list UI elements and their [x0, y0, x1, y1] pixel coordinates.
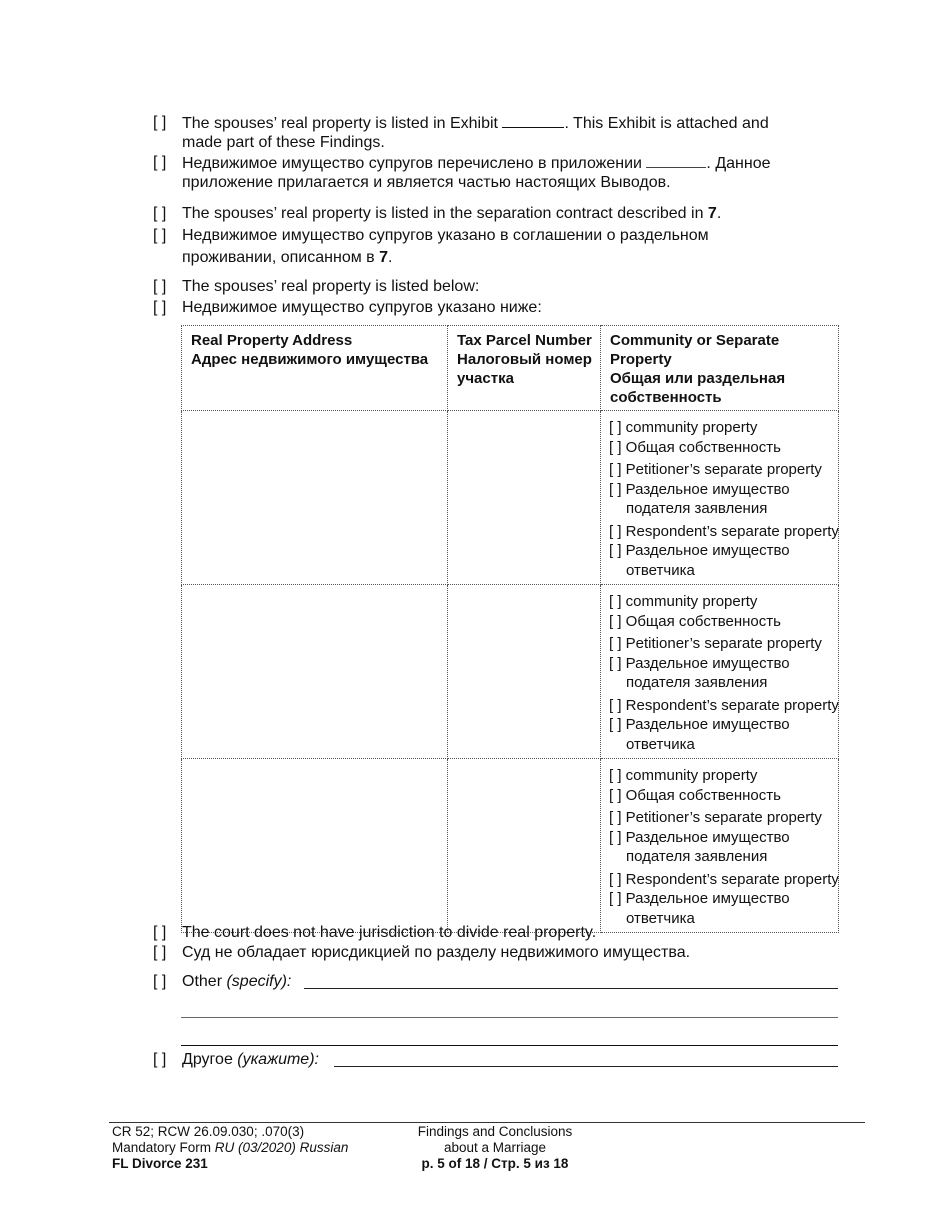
community-option[interactable]: [ ] community property	[609, 419, 758, 436]
footer-title-line1: Findings and Conclusions	[417, 1124, 573, 1139]
respondent-ru-line1: [ ] Раздельное имущество	[609, 716, 790, 733]
exhibit-ru-text: Недвижимое имущество супругов перечислено в приложении	[182, 155, 647, 172]
petitioner-option[interactable]: [ ] Petitioner’s separate property	[609, 809, 822, 826]
other-ru-specify-line[interactable]	[334, 1066, 838, 1067]
separation-ru-end: .	[388, 249, 393, 266]
petitioner-option[interactable]: [ ] Petitioner’s separate property	[609, 635, 822, 652]
respondent-ru-line2: ответчика	[626, 909, 695, 927]
table-row	[182, 411, 839, 585]
header-address-en: Real Property Address	[191, 332, 353, 349]
petitioner-ru-line2: подателя заявления	[626, 674, 768, 691]
community-option[interactable]: [ ] community property	[609, 767, 758, 784]
respondent-option-ru[interactable]	[609, 541, 830, 580]
header-property-type-ru1: Общая или раздельная	[610, 370, 786, 387]
parcel-cell[interactable]	[448, 411, 601, 585]
respondent-ru-line1: [ ] Раздельное имущество	[609, 890, 790, 907]
footer-citation: CR 52; RCW 26.09.030; .070(3)	[112, 1124, 305, 1139]
below-ru-checkbox[interactable]: [ ]	[153, 299, 167, 316]
no-jurisdiction-en-text: The court does not have jurisdiction to divide real property.	[182, 924, 597, 941]
table-header-row	[182, 326, 839, 411]
separation-ru-checkbox[interactable]: [ ]	[153, 227, 167, 244]
exhibit-ru-checkbox[interactable]: [ ]	[153, 154, 167, 171]
no-jurisdiction-checkbox[interactable]: [ ]	[153, 924, 167, 941]
other-checkbox[interactable]: [ ]	[153, 973, 167, 990]
respondent-option[interactable]: [ ] Respondent’s separate property	[609, 522, 839, 540]
petitioner-ru-line2: подателя заявления	[626, 500, 768, 517]
header-address	[182, 326, 448, 411]
no-jurisdiction-ru-checkbox[interactable]: [ ]	[153, 944, 167, 961]
parcel-cell[interactable]	[448, 759, 601, 933]
table-row	[182, 585, 839, 759]
footer-form-type	[112, 1140, 348, 1156]
respondent-ru-line2: ответчика	[626, 735, 695, 753]
petitioner-ru-line2: подателя заявления	[626, 848, 768, 865]
respondent-ru-line1: [ ] Раздельное имущество	[609, 542, 790, 559]
footer-form-number: FL Divorce 231	[112, 1156, 208, 1171]
separation-en-text: The spouses’ real property is listed in the separation contract described in	[182, 205, 708, 222]
community-option-ru[interactable]: [ ] Общая собственность	[609, 786, 781, 804]
other-separator-line	[181, 1045, 838, 1046]
other-continuation-line[interactable]	[181, 1017, 838, 1018]
property-type-cell	[601, 759, 839, 933]
community-option[interactable]: [ ] community property	[609, 593, 758, 610]
exhibit-en-text: The spouses’ real property is listed in Exhibit	[182, 115, 503, 132]
header-parcel-en: Tax Parcel Number	[457, 332, 592, 349]
footer-page-number: p. 5 of 18 / Стр. 5 из 18	[421, 1156, 569, 1171]
address-cell[interactable]	[182, 759, 448, 933]
footer-left	[112, 1124, 348, 1172]
parcel-cell[interactable]	[448, 585, 601, 759]
exhibit-checkbox[interactable]: [ ]	[153, 114, 167, 131]
property-type-cell	[601, 585, 839, 759]
other-ru-label: Другое	[182, 1051, 238, 1068]
respondent-option-ru[interactable]	[609, 715, 830, 754]
footer-title-line2: about a Marriage	[443, 1140, 547, 1155]
property-type-cell	[601, 411, 839, 585]
other-ru-specify: (укажите):	[237, 1051, 319, 1068]
table-row	[182, 759, 839, 933]
header-property-type-ru2: собственность	[610, 389, 722, 406]
other-specify: (specify):	[226, 973, 292, 990]
separation-ru-ref: 7	[379, 249, 389, 266]
separation-en-ref: 7	[707, 205, 717, 222]
exhibit-ru-line2: приложение прилагается и является частью настоящих Выводов.	[182, 174, 671, 191]
header-property-type-en: Community or Separate Property	[610, 332, 780, 368]
respondent-ru-line2: ответчика	[626, 561, 695, 579]
exhibit-ru-text-after: . Данное	[706, 155, 771, 172]
petitioner-option-ru[interactable]	[609, 654, 830, 693]
exhibit-ru-number-blank[interactable]	[646, 153, 706, 168]
petitioner-ru-line1: [ ] Раздельное имущество	[609, 828, 790, 846]
footer-center	[400, 1124, 590, 1172]
community-option-ru[interactable]: [ ] Общая собственность	[609, 612, 781, 630]
real-property-table	[181, 325, 839, 933]
exhibit-en-text-after: . This Exhibit is attached and	[564, 115, 769, 132]
separation-en-end: .	[716, 205, 722, 222]
petitioner-ru-line1: [ ] Раздельное имущество	[609, 654, 790, 672]
footer-rule	[109, 1122, 865, 1123]
other-label: Other	[182, 973, 227, 990]
address-cell[interactable]	[182, 585, 448, 759]
below-ru-text: Недвижимое имущество супругов указано ниже:	[182, 299, 542, 316]
footer-version: RU (03/2020) Russian	[214, 1140, 349, 1155]
other-ru-checkbox[interactable]: [ ]	[153, 1051, 167, 1068]
separation-ru-line1: Недвижимое имущество супругов указано в соглашении о раздельном	[182, 227, 709, 244]
separation-checkbox[interactable]: [ ]	[153, 205, 167, 222]
header-address-ru: Адрес недвижимого имущества	[191, 351, 429, 368]
other-specify-line[interactable]	[304, 988, 838, 989]
header-parcel	[448, 326, 601, 411]
header-parcel-ru1: Налоговый номер	[457, 351, 592, 368]
below-en-text: The spouses’ real property is listed below:	[182, 278, 480, 295]
petitioner-option[interactable]: [ ] Petitioner’s separate property	[609, 461, 822, 478]
respondent-option[interactable]: [ ] Respondent’s separate property	[609, 696, 839, 714]
separation-ru-line2: проживании, описанном в	[182, 249, 380, 266]
petitioner-ru-line1: [ ] Раздельное имущество	[609, 480, 790, 498]
petitioner-option-ru[interactable]	[609, 480, 830, 519]
address-cell[interactable]	[182, 411, 448, 585]
header-parcel-ru2: участка	[457, 370, 514, 387]
community-option-ru[interactable]: [ ] Общая собственность	[609, 438, 781, 456]
header-property-type	[601, 326, 839, 411]
exhibit-number-blank[interactable]	[502, 113, 564, 128]
no-jurisdiction-ru-text: Суд не обладает юрисдикцией по разделу недвижимого имущества.	[182, 944, 691, 961]
footer-mandatory: Mandatory Form	[112, 1140, 215, 1155]
below-checkbox[interactable]: [ ]	[153, 278, 167, 295]
respondent-option[interactable]: [ ] Respondent’s separate property	[609, 870, 839, 888]
petitioner-option-ru[interactable]	[609, 828, 830, 867]
exhibit-en-line2: made part of these Findings.	[182, 134, 385, 151]
